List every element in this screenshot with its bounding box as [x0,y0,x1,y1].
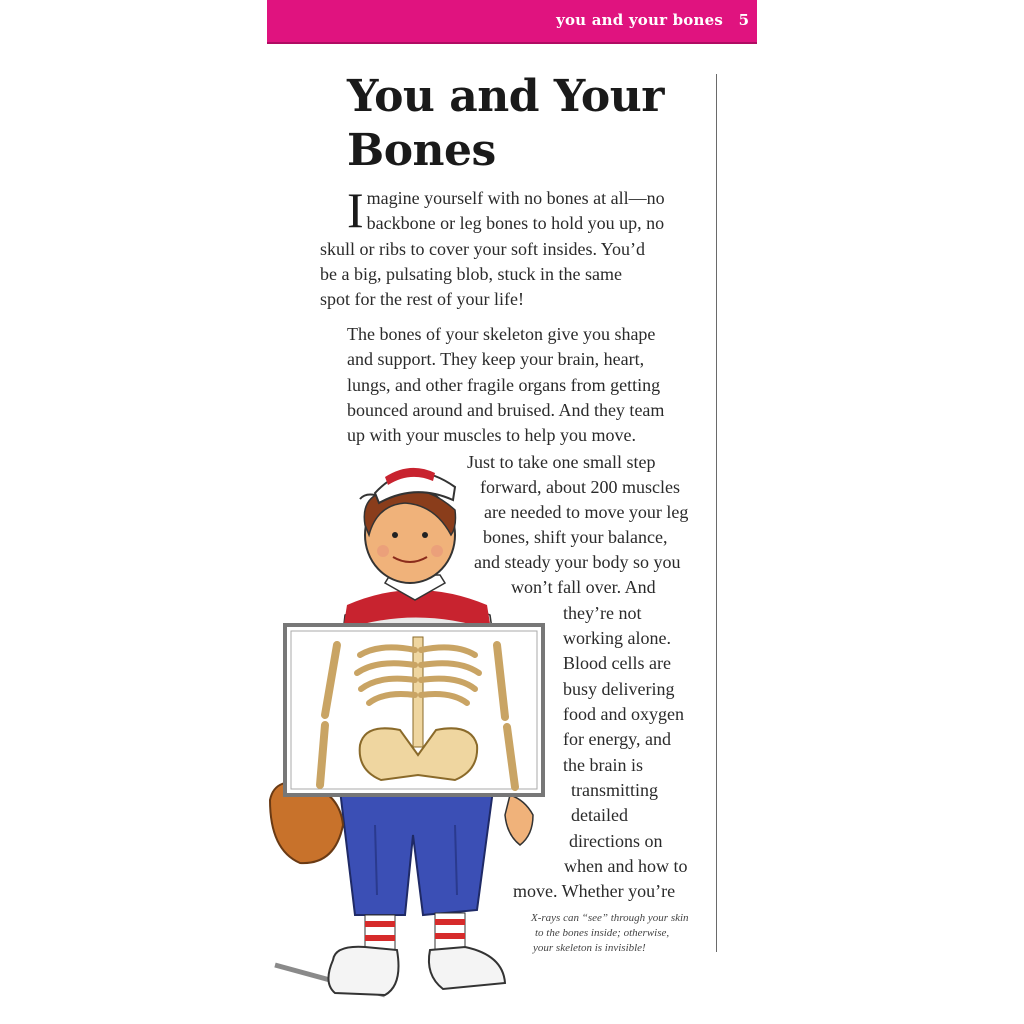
paragraph-line: skull or ribs to cover your soft insides. You’d [320,238,645,259]
paragraph-line: backbone or leg bones to hold you up, no [366,213,665,234]
paragraph-line: forward, about 200 muscles [480,477,680,497]
paragraph-line: directions on [569,831,663,851]
paragraph-line: lungs, and other fragile organs from getting [347,374,661,395]
caption-line: to the bones inside; otherwise, [535,927,670,939]
paragraph-line: up with your muscles to help you move. [347,425,636,446]
illustration-caption [531,911,716,956]
paragraph-line: be a big, pulsating blob, stuck in the same [320,263,622,284]
running-title: you and your bones [556,11,723,29]
caption-line: your skeleton is invisible! [533,942,646,954]
paragraph-line: busy delivering [563,679,675,699]
caption-line: X-rays can “see” through your skin [531,912,689,924]
drop-cap: I [347,182,364,238]
paragraph-line: move. Whether you’re [513,881,676,901]
paragraph-intro [320,182,665,312]
paragraph-line: and support. They keep your brain, heart, [347,349,645,370]
paragraph-line: are needed to move your leg [484,502,689,522]
running-header [267,0,757,44]
page-number: 5 [738,11,749,29]
paragraph-line: for energy, and [563,729,671,749]
paragraph-line: detailed [571,805,628,825]
paragraph-line: won’t fall over. And [511,577,656,597]
paragraph-line: spot for the rest of your life! [320,289,524,310]
paragraph-line: when and how to [564,856,688,876]
title-line-2: Bones [347,125,496,176]
paragraph-line: transmitting [571,780,658,800]
paragraph-skeleton [347,322,664,448]
paragraph-line: Blood cells are [563,653,671,673]
paragraph-line: Just to take one small step [467,452,656,472]
paragraph-line: they’re not [563,603,642,623]
paragraph-line: The bones of your skeleton give you shape [347,324,656,344]
boy-xray-illustration [265,455,565,1024]
paragraph-line: bones, shift your balance, [483,527,668,547]
column-rule [716,74,717,952]
paragraph-line: and steady your body so you [474,552,681,572]
title-line-1: You and Your [347,71,664,122]
paragraph-line: working alone. [563,628,671,648]
paragraph-line: food and oxygen [563,704,684,724]
paragraph-line: the brain is [563,755,643,775]
paragraph-line: bounced around and bruised. And they team [347,399,665,420]
page-title [347,70,707,178]
paragraph-line: magine yourself with no bones at all—no [366,188,665,208]
